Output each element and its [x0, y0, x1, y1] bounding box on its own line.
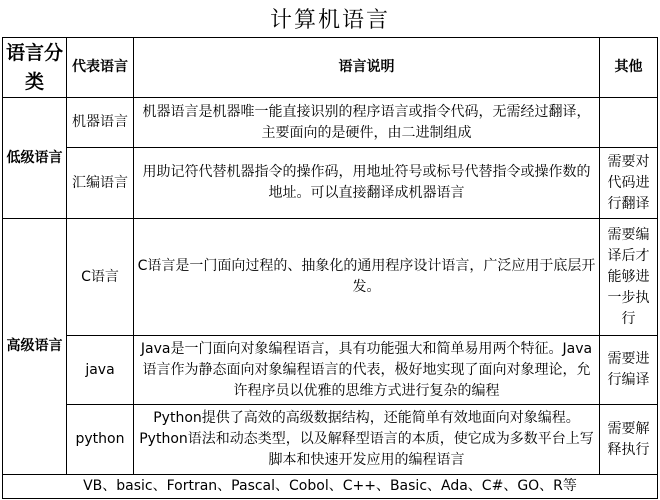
other-cell — [600, 98, 658, 148]
footer-row — [3, 475, 658, 499]
language-table — [2, 37, 658, 499]
other-cell: 需要对代码进行翻译 — [600, 148, 658, 219]
code-cell: C语言 — [67, 219, 134, 336]
header-row — [3, 38, 658, 98]
code-cell: python — [67, 405, 134, 475]
description-cell: C语言是一门面向过程的、抽象化的通用程序设计语言，广泛应用于底层开发。 — [134, 219, 600, 336]
category-low-level: 低级语言 — [3, 98, 67, 219]
table-row — [3, 336, 658, 405]
table-row — [3, 219, 658, 336]
header-other: 其他 — [600, 38, 658, 98]
description-cell: Java是一门面向对象编程语言，具有功能强大和简单易用两个特征。Java语言作为静态面向对象编程语言的代表，极好地实现了面向对象理论，允许程序员以优雅的思维方式进行复杂的编程 — [134, 336, 600, 405]
other-cell: 需要解释执行 — [600, 405, 658, 475]
table-row — [3, 148, 658, 219]
code-cell: 汇编语言 — [67, 148, 134, 219]
other-languages: VB、basic、Fortran、Pascal、Cobol、C++、Basic、Ada、C#、GO、R等 — [3, 475, 658, 499]
description-cell: 机器语言是机器唯一能直接识别的程序语言或指令代码，无需经过翻译，主要面向的是硬件，由二进制组成 — [134, 98, 600, 148]
code-cell: java — [67, 336, 134, 405]
header-description: 语言说明 — [134, 38, 600, 98]
description-cell: Python提供了高效的高级数据结构，还能简单有效地面向对象编程。Python语法和动态类型，以及解释型语言的本质，使它成为多数平台上写脚本和快速开发应用的编程语言 — [134, 405, 600, 475]
table-row — [3, 98, 658, 148]
page-title: 计算机语言 — [269, 8, 390, 33]
header-code: 代表语言 — [67, 38, 134, 98]
category-high-level: 高级语言 — [3, 219, 67, 475]
description-cell: 用助记符代替机器指令的操作码，用地址符号或标号代替指令或操作数的地址。可以直接翻译成机器语言 — [134, 148, 600, 219]
code-cell: 机器语言 — [67, 98, 134, 148]
table-row — [3, 405, 658, 475]
header-category: 语言分类 — [3, 38, 67, 98]
other-cell: 需要编译后才能够进一步执行 — [600, 219, 658, 336]
other-cell: 需要进行编译 — [600, 336, 658, 405]
